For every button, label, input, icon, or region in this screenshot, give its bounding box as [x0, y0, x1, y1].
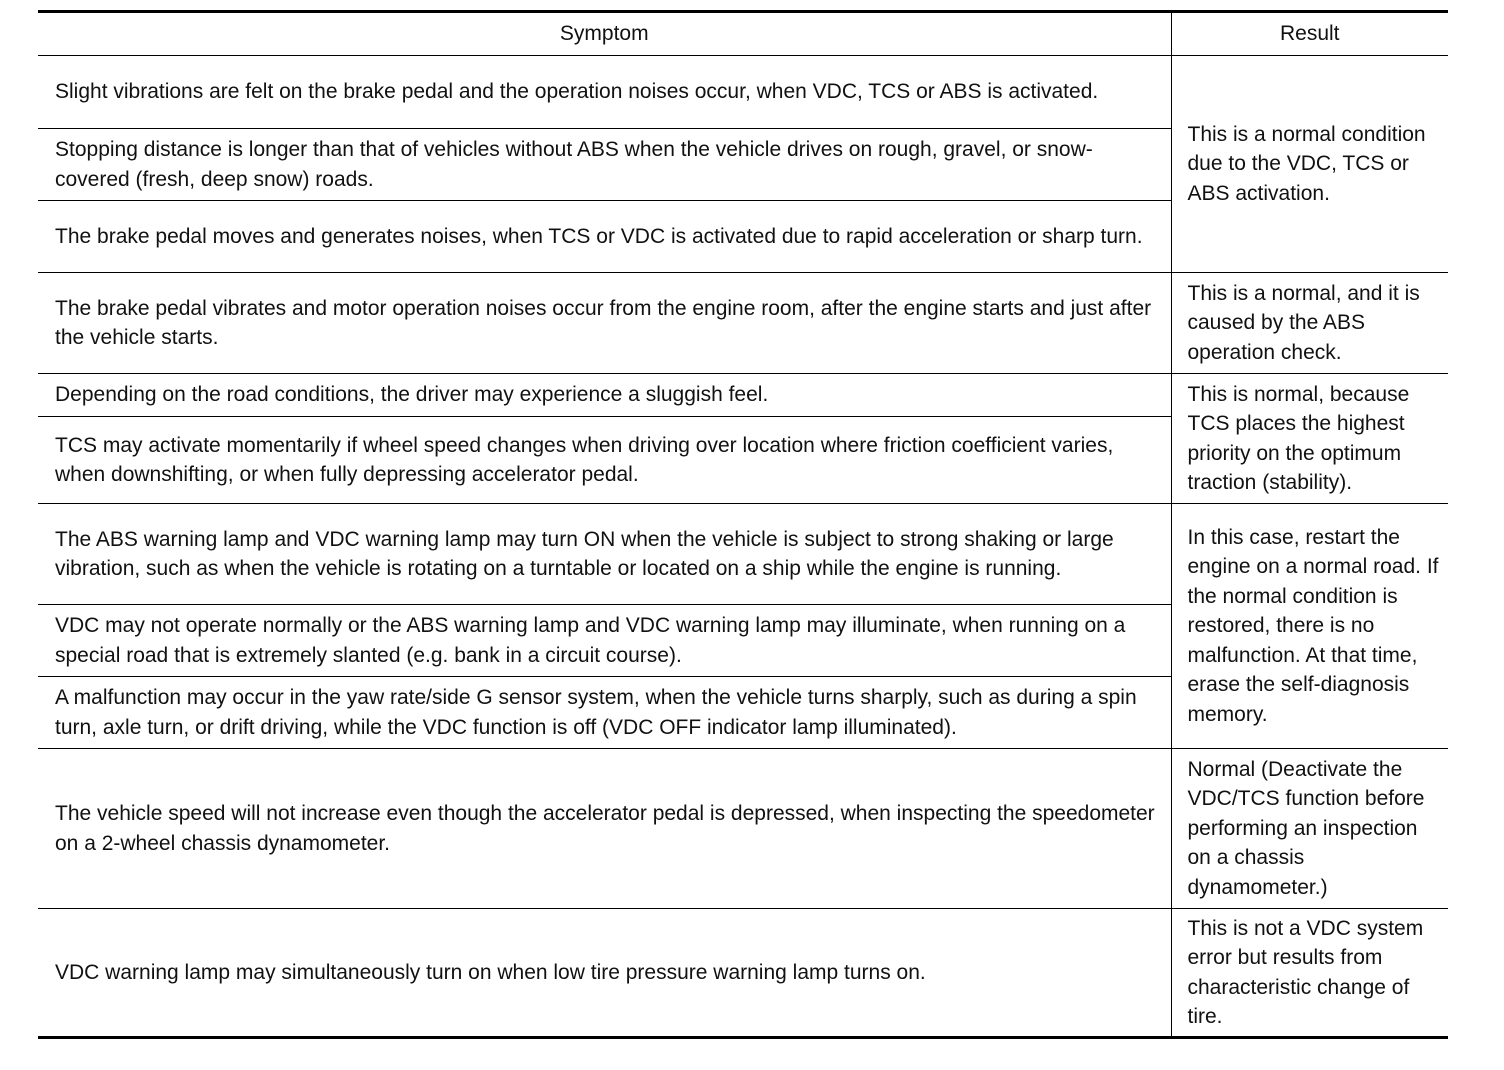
table-row: [38, 909, 1448, 1038]
result-cell: This is a normal condition due to the VDC, TCS or ABS activation.: [1171, 56, 1448, 273]
symptom-result-table: [38, 10, 1448, 1039]
symptom-cell: The brake pedal moves and generates noises, when TCS or VDC is activated due to rapid acceleration or sharp turn.: [38, 201, 1171, 273]
symptom-cell: VDC may not operate normally or the ABS warning lamp and VDC warning lamp may illuminate, when running on a special road that is extremely slanted (e.g. bank in a circuit course).: [38, 605, 1171, 677]
result-cell: Normal (Deactivate the VDC/TCS function before performing an inspection on a chassis dynamometer.): [1171, 749, 1448, 909]
symptom-cell: The brake pedal vibrates and motor operation noises occur from the engine room, after the engine starts and just after the vehicle starts.: [38, 273, 1171, 374]
result-cell: This is normal, because TCS places the highest priority on the optimum traction (stability).: [1171, 374, 1448, 504]
symptom-cell: Depending on the road conditions, the driver may experience a sluggish feel.: [38, 374, 1171, 417]
header-row: [38, 12, 1448, 56]
symptom-cell: VDC warning lamp may simultaneously turn on when low tire pressure warning lamp turns on.: [38, 909, 1171, 1038]
symptom-cell: TCS may activate momentarily if wheel speed changes when driving over location where friction coefficient varies, when downshifting, or when fully depressing accelerator pedal.: [38, 417, 1171, 504]
symptom-cell: The vehicle speed will not increase even though the accelerator pedal is depressed, when inspecting the speedometer on a 2-wheel chassis dynamometer.: [38, 749, 1171, 909]
header-symptom: Symptom: [38, 12, 1171, 56]
result-cell: In this case, restart the engine on a normal road. If the normal condition is restored, there is no malfunction. At that time, erase the self-diagnosis memory.: [1171, 504, 1448, 749]
symptom-cell: The ABS warning lamp and VDC warning lamp may turn ON when the vehicle is subject to strong shaking or large vibration, such as when the vehicle is rotating on a turntable or located on a ship while the engine is running.: [38, 504, 1171, 605]
table-row: [38, 749, 1448, 909]
symptom-cell: Stopping distance is longer than that of vehicles without ABS when the vehicle drives on rough, gravel, or snow-covered (fresh, deep snow) roads.: [38, 129, 1171, 201]
result-cell: This is a normal, and it is caused by the ABS operation check.: [1171, 273, 1448, 374]
table-row: [38, 374, 1448, 417]
table-row: [38, 273, 1448, 374]
table-row: [38, 56, 1448, 129]
result-cell: This is not a VDC system error but results from characteristic change of tire.: [1171, 909, 1448, 1038]
symptom-cell: Slight vibrations are felt on the brake pedal and the operation noises occur, when VDC, TCS or ABS is activated.: [38, 56, 1171, 129]
symptom-cell: A malfunction may occur in the yaw rate/side G sensor system, when the vehicle turns sharply, such as during a spin turn, axle turn, or drift driving, while the VDC function is off (VDC OFF indicator lamp illuminated).: [38, 677, 1171, 749]
header-result: Result: [1171, 12, 1448, 56]
table-row: [38, 504, 1448, 605]
